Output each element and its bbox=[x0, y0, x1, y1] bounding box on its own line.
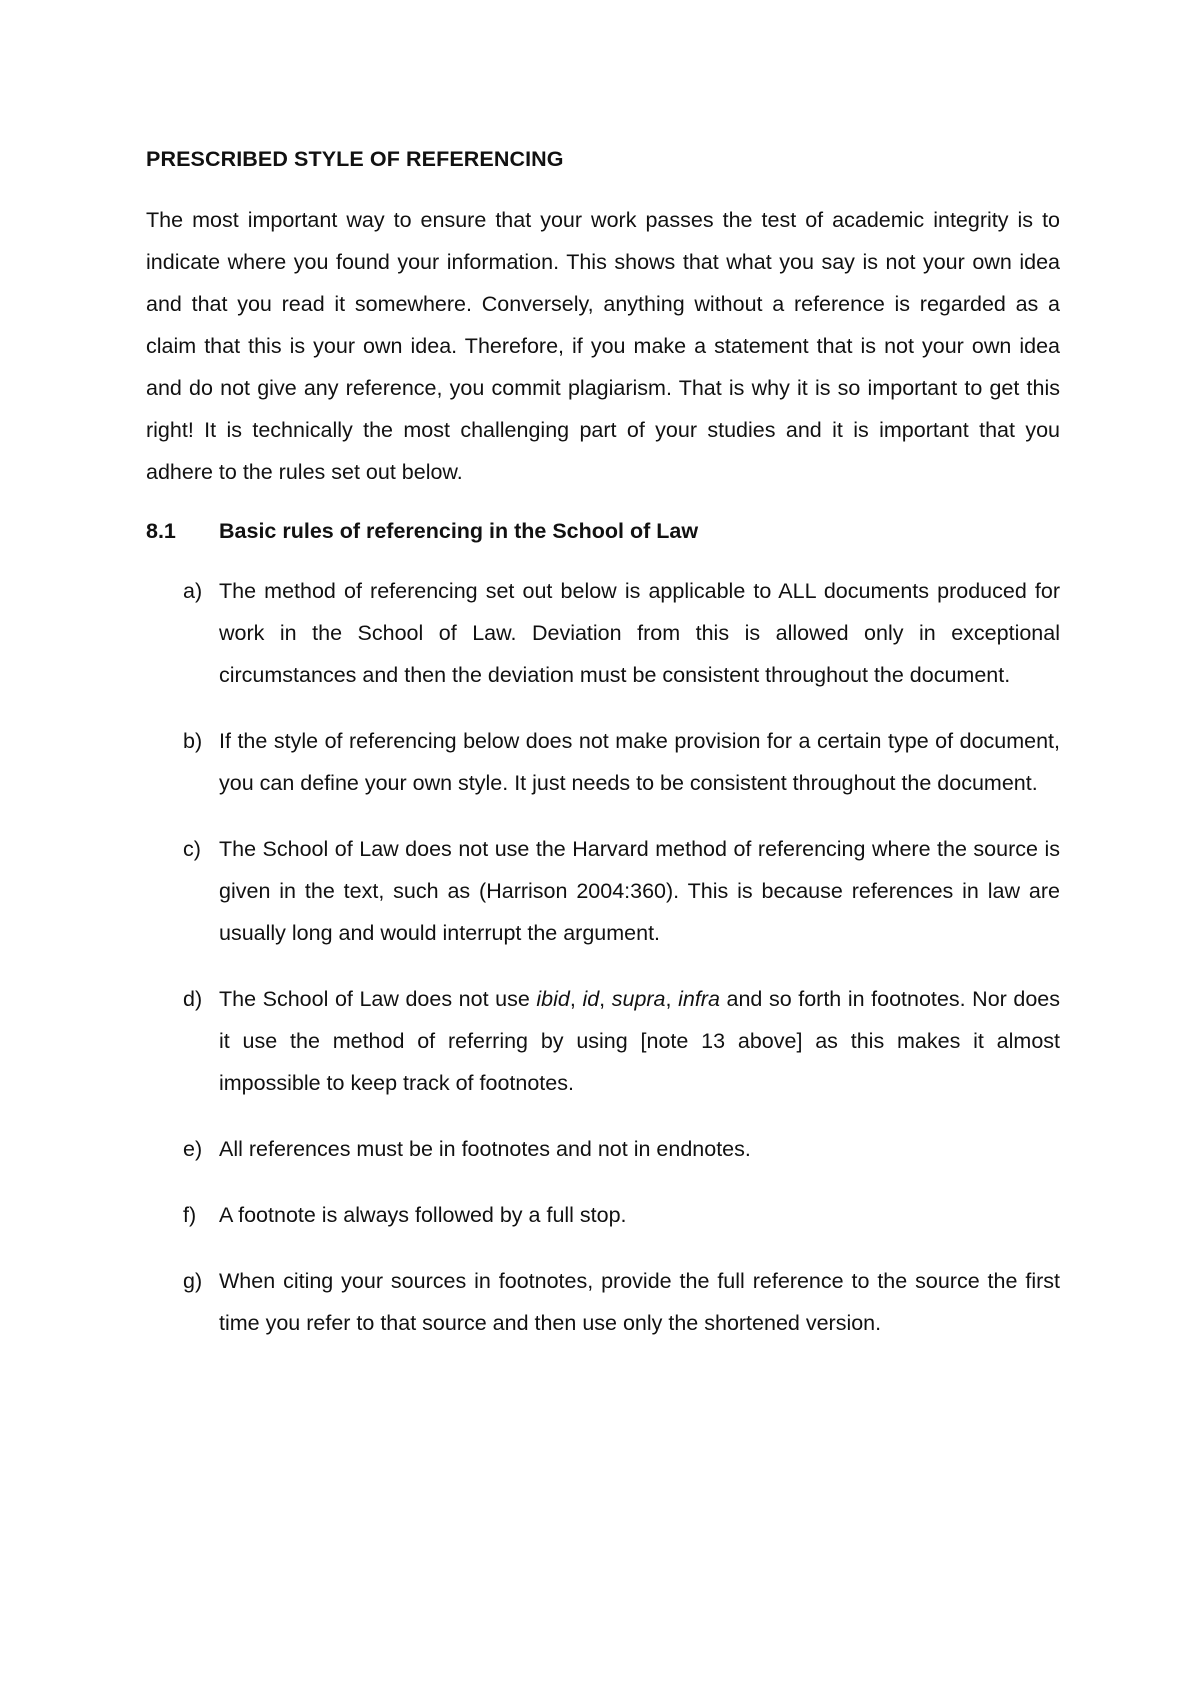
rule-item-b bbox=[146, 720, 1060, 804]
rule-item-g bbox=[146, 1260, 1060, 1344]
term-separator: , bbox=[599, 987, 612, 1011]
term-supra: supra bbox=[611, 987, 666, 1011]
rule-letter: a) bbox=[183, 579, 203, 603]
rule-item-e bbox=[146, 1128, 1060, 1170]
rule-letter: c) bbox=[183, 837, 201, 861]
rules-list bbox=[146, 570, 1060, 1344]
rule-letter: e) bbox=[183, 1137, 203, 1161]
rule-item-f bbox=[146, 1194, 1060, 1236]
section-number: 8.1 bbox=[146, 519, 176, 543]
rule-text-after: and so forth in footnotes. Nor does it use the method of referring by using [note 13 above] as this makes it almost impossible to keep track of footnotes. bbox=[219, 987, 1061, 1095]
rule-text: All references must be in footnotes and not in endnotes. bbox=[219, 1137, 751, 1161]
rule-text: When citing your sources in footnotes, provide the full reference to the source the first time you refer to that source and then use only the shortened version. bbox=[219, 1269, 1060, 1335]
rule-text-before: The School of Law does not use bbox=[219, 987, 537, 1011]
rule-letter: d) bbox=[183, 987, 203, 1011]
intro-paragraph: The most important way to ensure that your work passes the test of academic integrity is to indicate where you found your information. This shows that what you say is not your own idea and that you read it somewhere. Conversely, anything without a reference is regarded as a claim that this is your own idea. Therefore, if you make a statement that is not your own idea and do not give any reference, you commit plagiarism. That is why it is so important to get this right! It is technically the most challenging part of your studies and it is important that you adhere to the rules set out below. bbox=[146, 208, 1060, 484]
term-infra: infra bbox=[678, 987, 720, 1011]
rule-item-c bbox=[146, 828, 1060, 954]
term-separator: , bbox=[665, 987, 679, 1011]
section-title: Basic rules of referencing in the School of Law bbox=[219, 519, 699, 543]
rule-text bbox=[219, 978, 1060, 1104]
term-separator: , bbox=[569, 987, 583, 1011]
rule-item-d bbox=[146, 978, 1060, 1104]
term-id: id bbox=[582, 987, 600, 1011]
rule-text: The method of referencing set out below is applicable to ALL documents produced for work in the School of Law. Deviation from this is allowed only in exceptional circumstances and then the deviation must be consistent throughout the document. bbox=[219, 579, 1060, 687]
rule-text: The School of Law does not use the Harvard method of referencing where the source is given in the text, such as (Harrison 2004:360). This is because references in law are usually long and would interrupt the argument. bbox=[219, 837, 1060, 945]
section-heading bbox=[146, 515, 1060, 547]
rule-letter: b) bbox=[183, 729, 203, 753]
rule-letter: g) bbox=[183, 1269, 203, 1293]
rule-item-a bbox=[146, 570, 1060, 696]
rule-text: A footnote is always followed by a full stop. bbox=[219, 1203, 627, 1227]
rule-text: If the style of referencing below does not make provision for a certain type of document, you can define your own style. It just needs to be consistent throughout the document. bbox=[219, 729, 1060, 795]
rule-letter: f) bbox=[183, 1203, 197, 1227]
term-ibid: ibid bbox=[536, 987, 570, 1011]
page-content bbox=[146, 143, 1060, 1368]
document-title: PRESCRIBED STYLE OF REFERENCING bbox=[146, 147, 564, 171]
